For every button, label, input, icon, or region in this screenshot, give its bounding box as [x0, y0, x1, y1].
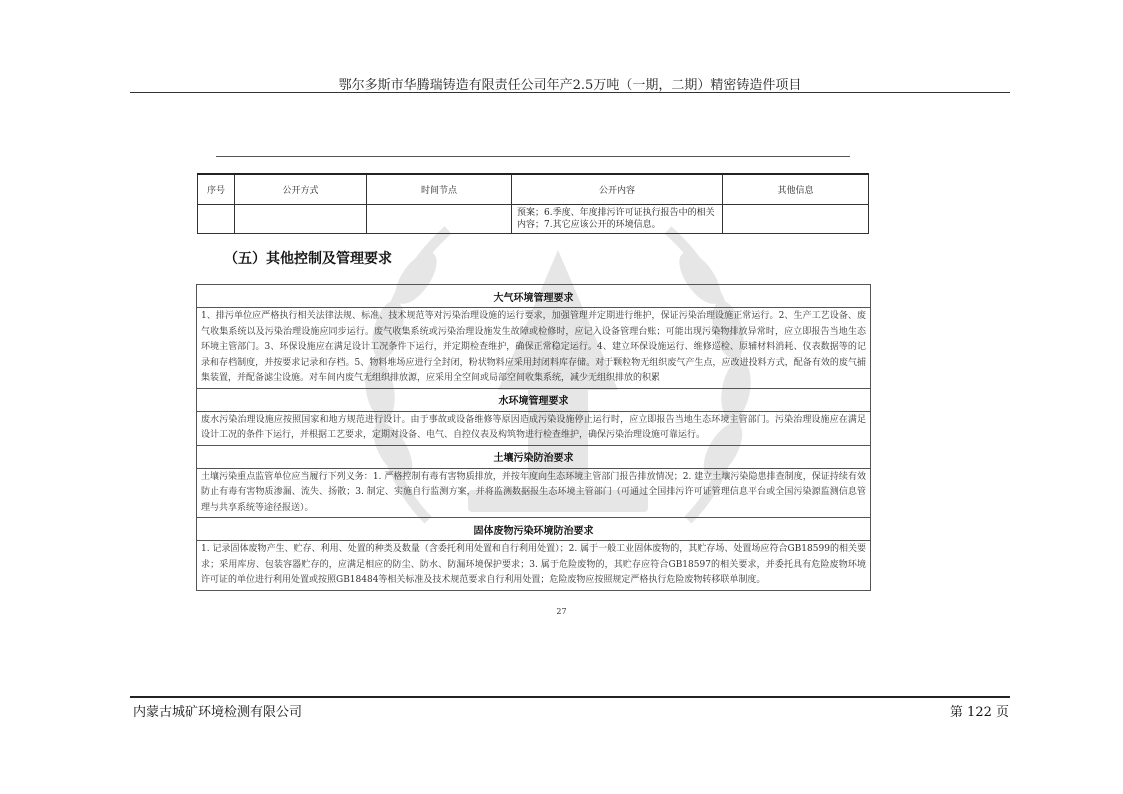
inner-page-number: 27	[556, 607, 567, 616]
requirements-table	[196, 284, 871, 591]
cell-time-node	[367, 205, 512, 234]
cell-method	[235, 205, 367, 234]
disclosure-header-row	[198, 174, 869, 205]
footer-page-number: 第 122 页	[949, 705, 1009, 720]
water-requirements-body: 废水污染治理设施应按照国家和地方规范进行设计。由于事故或设备维修等原因造成污染设施停止运行时，应立即报告当地生态环境主管部门。污染治理设施应在满足设计工况的条件下运行，并根据工艺要求，定期对设备、电气、自控仪表及构筑物进行检查维护，确保污染治理设施可靠运行。	[197, 411, 871, 445]
cell-content: 预案；6.季度、年度排污许可证执行报告中的相关内容；7.其它应该公开的环境信息。	[512, 205, 723, 234]
section-heading: （五）其他控制及管理要求	[224, 251, 392, 267]
disclosure-table	[197, 173, 869, 234]
col-header-method: 公开方式	[235, 174, 367, 205]
solid-waste-requirements-body: 1. 记录固体废物产生、贮存、利用、处置的种类及数量（含委托利用处置和自行利用处置）；2. 属于一般工业固体废物的，其贮存场、处置场应符合GB18599的相关要求；采用库房、包装容器贮存的，应满足相应的防尘、防水、防漏环境保护要求；3. 属于危险废物的，其贮存应符合GB18597的相关要求，并委托具有危险废物环境许可证的单位进行利用处置或按照GB18484等相关标准及技术规范要求自行利用处置；危险废物应按照规定严格执行危险废物转移联单制度。	[197, 541, 871, 591]
document-header-title: 鄂尔多斯市华腾瑞铸造有限责任公司年产2.5万吨（一期，二期）精密铸造件项目	[338, 78, 802, 93]
inner-document-rule	[216, 156, 850, 157]
footer-company: 内蒙古城矿环境检测有限公司	[133, 705, 303, 720]
header-rule	[130, 92, 1010, 93]
col-header-other: 其他信息	[723, 174, 869, 205]
col-header-time-node: 时间节点	[367, 174, 512, 205]
water-requirements-title: 水环境管理要求	[197, 388, 871, 411]
table-row	[198, 205, 869, 234]
soil-requirements-body: 土壤污染重点监管单位应当履行下列义务：1. 严格控制有毒有害物质排放，并按年度向生态环境主管部门报告排放情况；2. 建立土壤污染隐患排查制度，保证持续有效防止有毒有害物质渗漏、流失、扬散；3. 制定、实施自行监测方案，并将监测数据报生态环境主管部门（可通过全国排污许可证管理信息平台或全国污染源监测信息管理与共享系统等途径报送）。	[197, 468, 871, 518]
cell-other	[723, 205, 869, 234]
solid-waste-requirements-title: 固体废物污染环境防治要求	[197, 518, 871, 541]
col-header-content: 公开内容	[512, 174, 723, 205]
footer-rule	[130, 696, 1010, 698]
air-requirements-body: 1、排污单位应严格执行相关法律法规、标准、技术规范等对污染治理设施的运行要求，加强管理并定期进行维护，保证污染治理设施正常运行。2、生产工艺设备、废气收集系统以及污染治理设施应同步运行。废气收集系统或污染治理设施发生故障或检修时，应记入设备管理台账；可能出现污染物排放异常时，应立即报告当地生态环境主管部门。3、环保设施应在满足设计工况条件下运行，并定期检查维护，确保正常稳定运行。4、建立环保设施运行、维修巡检、原辅材料消耗、仪表数据等的记录和存档制度，并按要求记录和存档。5、物料堆场应进行全封闭，粉状物料应采用封闭料库存储。对于颗粒物无组织废气产生点，应改进投料方式，配备有效的废气捕集装置，并配备滤尘设施。对车间内废气无组织排放源，应采用全空间或局部空间收集系统，减少无组织排放的积累	[197, 308, 871, 389]
col-header-index: 序号	[198, 174, 235, 205]
soil-requirements-title: 土壤污染防治要求	[197, 445, 871, 468]
air-requirements-title: 大气环境管理要求	[197, 285, 871, 308]
cell-index	[198, 205, 235, 234]
